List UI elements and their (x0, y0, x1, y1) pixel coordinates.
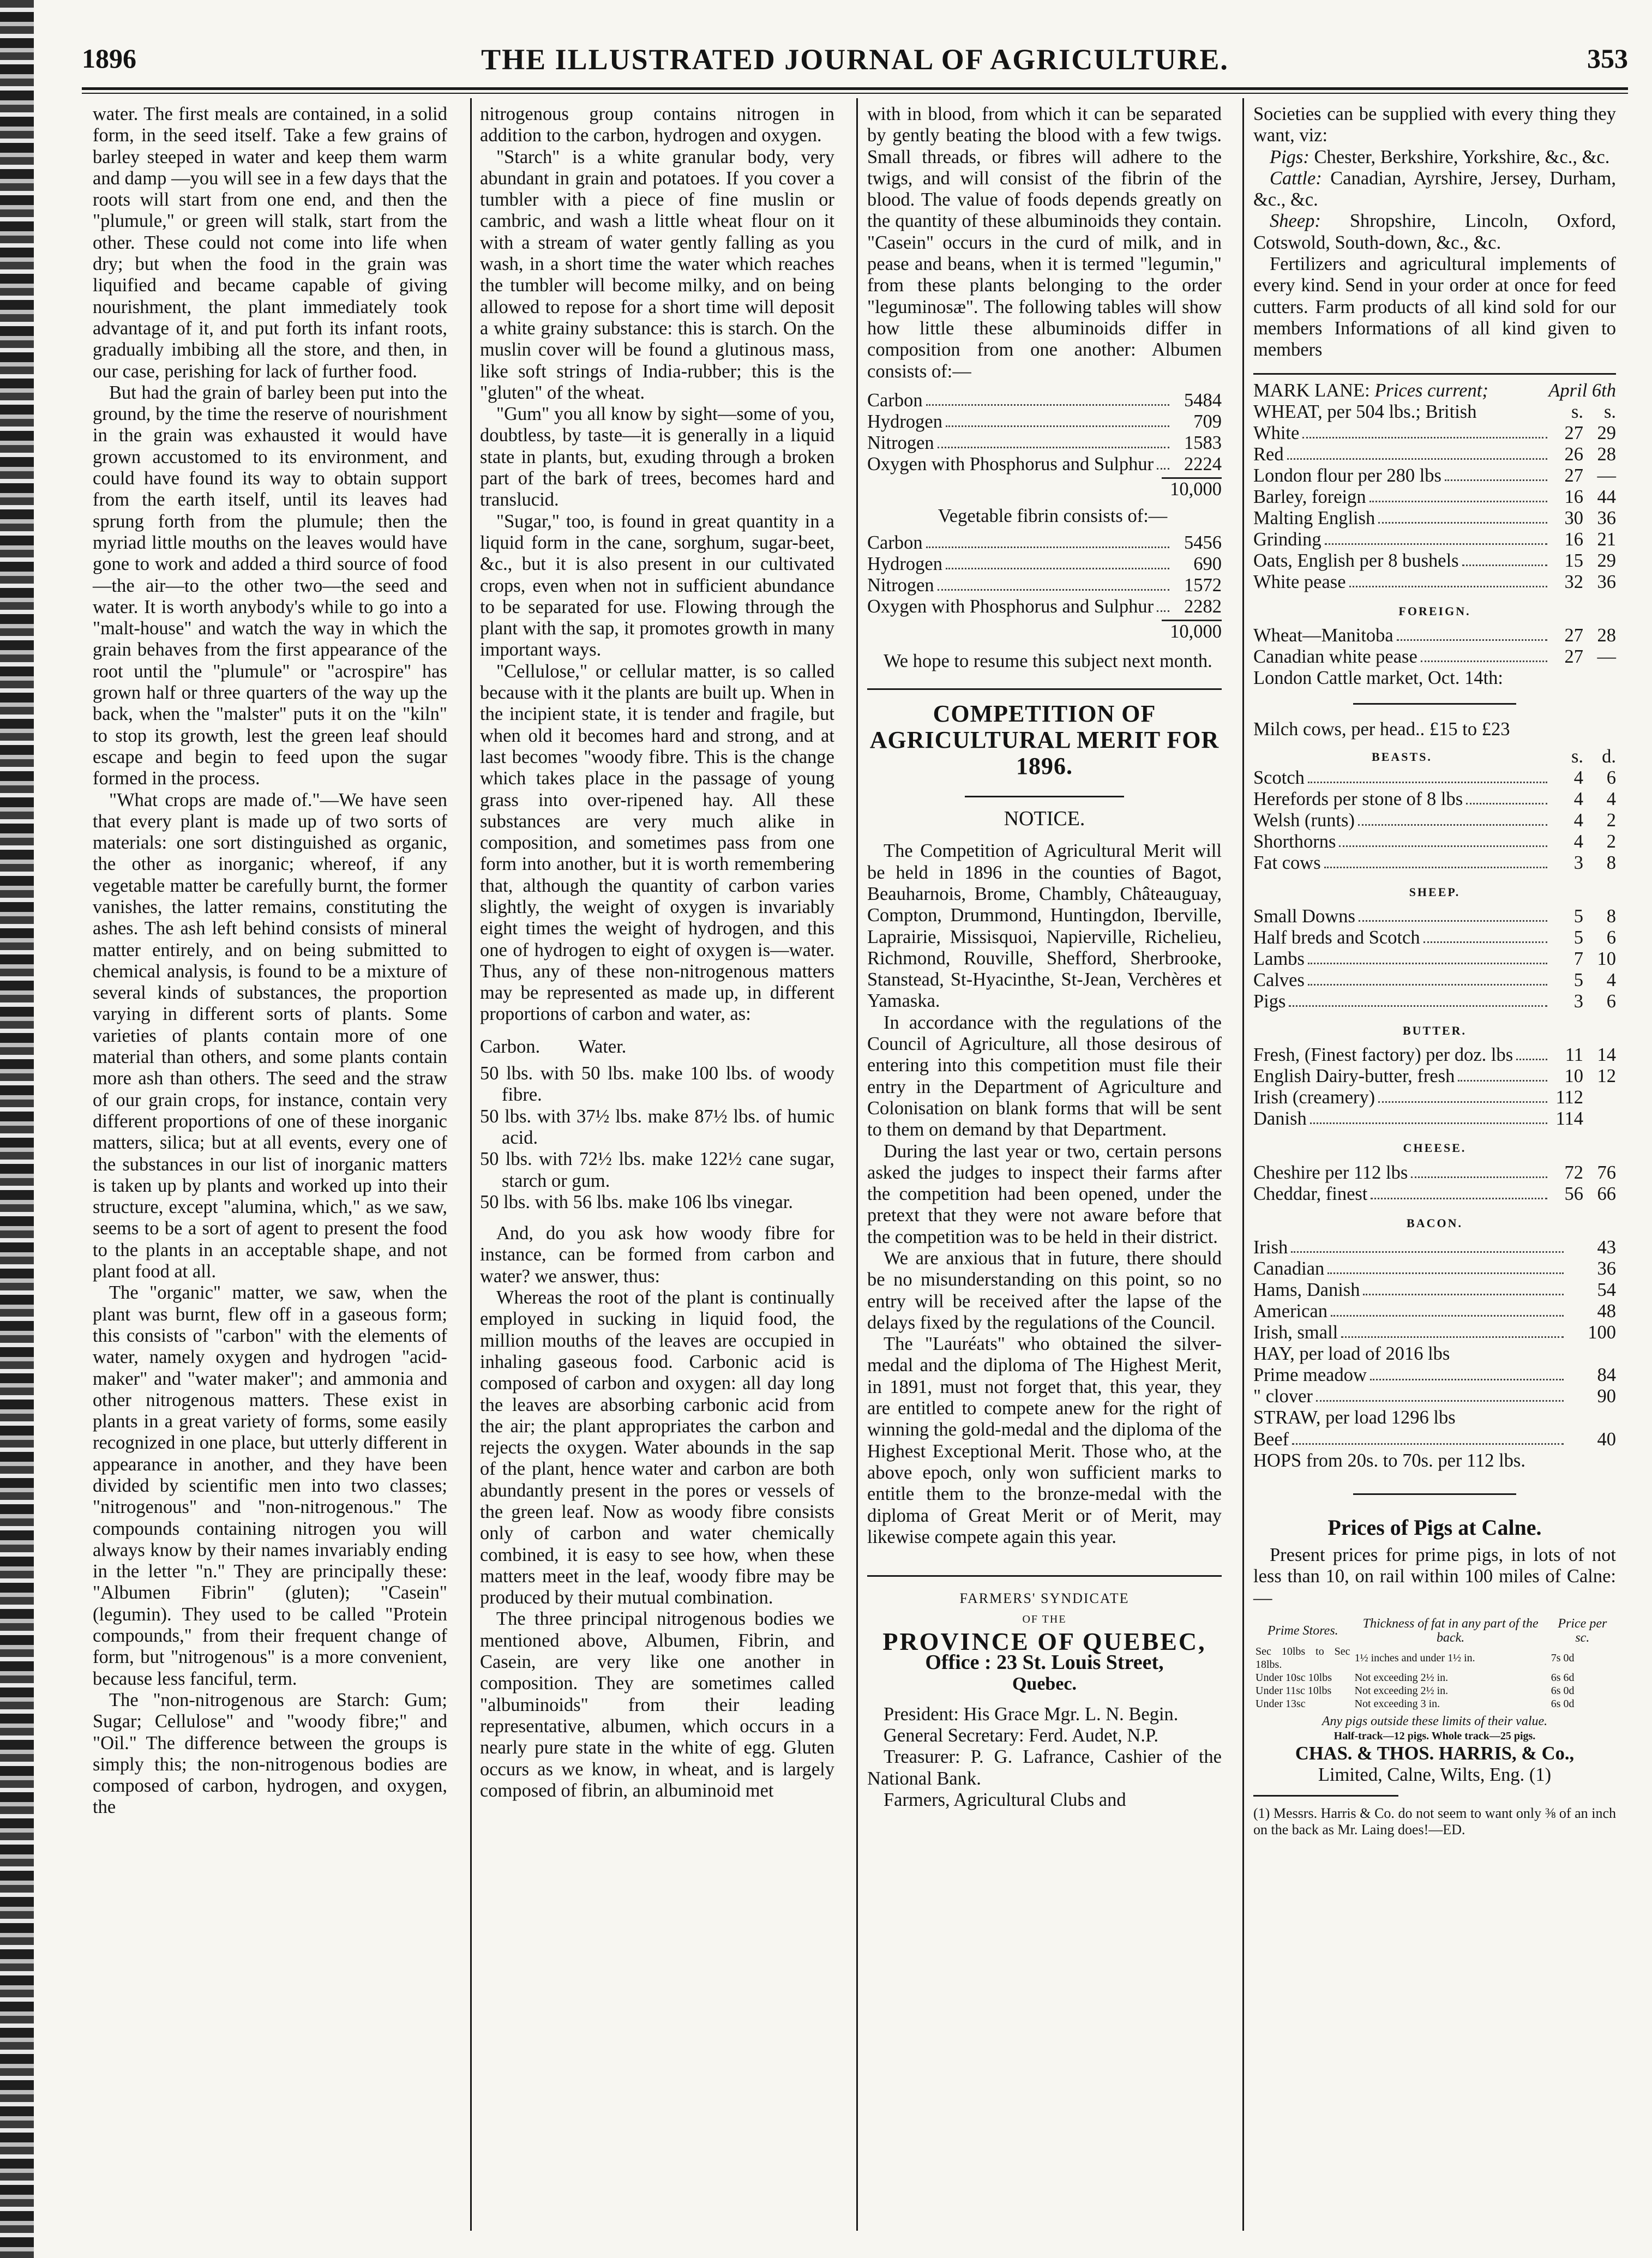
row-value: 36 (1597, 1258, 1616, 1279)
table-row (867, 575, 1222, 596)
composition-row: 50 lbs. with 72½ lbs. make 122½ cane sugar, starch or gum. (480, 1149, 834, 1191)
table-row (1253, 1162, 1616, 1184)
cattle-market-heading: London Cattle market, Oct. 14th: (1253, 668, 1503, 689)
table-row (867, 532, 1222, 554)
row-label: Hydrogen (867, 411, 942, 432)
row-value: 5484 (1184, 389, 1222, 411)
row-label: London flour per 280 lbs (1253, 465, 1441, 486)
table-row (1253, 852, 1616, 874)
butter-table (1253, 1044, 1616, 1130)
table-row (1253, 1322, 1616, 1343)
syndicate-province: PROVINCE OF QUEBEC, (882, 1627, 1206, 1655)
row-value: 16 (1564, 529, 1583, 550)
row-label: English Dairy-butter, fresh (1253, 1066, 1455, 1087)
row-value: 8 (1606, 852, 1616, 873)
row-label: Irish (1253, 1236, 1288, 1258)
row-value: 15 (1564, 550, 1583, 571)
row-label: Oxygen with Phosphorus and Sulphur (867, 453, 1154, 475)
row-label: Nitrogen (867, 432, 934, 453)
paragraph: We are anxious that in future, there should be no misunderstanding on this point, so no entry will be received after the lapse of the delays fixed by the regulations of the Council. (867, 1247, 1222, 1333)
row-value: 16 (1564, 486, 1583, 507)
row-value: — (1597, 465, 1616, 486)
table-row (1253, 1280, 1616, 1301)
row-value: 10 (1564, 1066, 1583, 1087)
carbon-water-header (480, 1036, 834, 1058)
hops-row: HOPS from 20s. to 70s. per 112 lbs. (1253, 1450, 1525, 1471)
pigs-calne-title: Prices of Pigs at Calne. (1327, 1515, 1542, 1540)
row-value: 43 (1597, 1236, 1616, 1258)
row-value: 54 (1597, 1279, 1616, 1300)
row-value: 5 (1573, 906, 1583, 927)
table-row (1253, 550, 1616, 572)
paragraph: The three principal nitrogenous bodies we mentioned above, Albumen, Fibrin, and Casein, are very like one another in composition. They are sometimes called "albuminoids" from their leading representative, albumen, which occurs in a nearly pure state in the white of egg. Gluten occurs as we know, in wheat, and is largely composed of fibrin, an albuminoid met (480, 1608, 834, 1801)
row-label: Wheat—Manitoba (1253, 625, 1393, 646)
table-row (1253, 906, 1616, 927)
table-row (867, 596, 1222, 617)
paragraph: "What crops are made of."—We have seen that every plant is made up of two sorts of materials: one sort distinguished as organic, the other as inorganic; whereof, if any vegetable matter be carefully burnt, the former vanishes, the latter remains, constituting the ashes. The ash left behind consists of mineral matter entirely, and on being submitted to chemical analysis, is found to be a mixture of several kinds of substances, the proportion varying in different sorts of plants. Some varieties of plants contain more of one material than others, and some plants contain more ash than others. The seed and the straw of our grain crops, for instance, contain very different proportions of one of these inorganic matters, silica; but at all events, every one of the substances in our list of inorganic matters is taken up by plants and worked up into their structure, except "alumina, which," as we saw, seems to be a sort of agent to present the food to the plants in an acceptable shape, and not plant food at all. (93, 789, 447, 1282)
notice-heading: NOTICE. (1004, 807, 1085, 831)
fibrin-table-title: Vegetable fibrin consists of:— (938, 506, 1168, 527)
row-label: Welsh (runts) (1253, 809, 1355, 831)
row-value: 28 (1597, 625, 1616, 646)
table-row (867, 433, 1222, 454)
row-value: 2224 (1184, 453, 1222, 475)
table-row (1253, 991, 1616, 1012)
fibrin-table (867, 532, 1222, 617)
table-row (1253, 927, 1616, 948)
short-rule (1353, 1493, 1516, 1495)
table-row (1253, 831, 1616, 852)
row-label: Pigs (1253, 991, 1286, 1012)
row-value: 8 (1606, 906, 1616, 927)
row-label: Oats, English per 8 bushels (1253, 550, 1459, 571)
row-value: 30 (1564, 507, 1583, 529)
table-row (1253, 810, 1616, 831)
table-row (1253, 1066, 1616, 1087)
paragraph: "Sugar," too, is found in great quantity in a liquid form in the cane, sorghum, sugar-beet, &c., but it is also present in our cultivated crops, even when not in sufficient abundance to be separated for use. Flowing through the plant with the sap, it promotes growth in many important ways. (480, 511, 834, 660)
row-value: 3 (1573, 991, 1583, 1012)
row-value: 2282 (1184, 596, 1222, 617)
paragraph: Farmers, Agricultural Clubs and (884, 1789, 1126, 1810)
paragraph: Present prices for prime pigs, in lots of not less than 10, on rail within 100 miles of Calne:— (1253, 1545, 1616, 1608)
bacon-table (1253, 1237, 1616, 1343)
table-row (867, 411, 1222, 433)
table-row (1253, 1429, 1616, 1450)
table-row (1253, 948, 1616, 970)
row-value: 709 (1193, 411, 1222, 432)
row-label: Calves (1253, 970, 1305, 991)
newspaper-page (82, 0, 1628, 2258)
row-value: 10 (1597, 948, 1616, 970)
row-label: Nitrogen (867, 575, 934, 596)
row-value: 4 (1573, 809, 1583, 831)
row-value: 2 (1606, 831, 1616, 852)
livestock-cattle: Cattle: Canadian, Ayrshire, Jersey, Durham, &c., &c. (1253, 167, 1617, 211)
row-label: White pease (1253, 571, 1346, 592)
paragraph: The "non-nitrogenous are Starch: Gum; Sugar; Cellulose" and "woody fibre;" and "Oil." The difference between the groups is simply this; the non-nitrogenous bodies are composed of carbon, hydrogen, and oxygen, the (93, 1689, 447, 1818)
beef-row (1253, 1429, 1616, 1450)
row-label: " clover (1253, 1386, 1313, 1407)
wheat-header: WHEAT, per 504 lbs.; British s. s. (1253, 401, 1616, 422)
header-year: 1896 (82, 43, 136, 74)
row-value: 29 (1597, 422, 1616, 443)
row-value: 4 (1573, 767, 1583, 788)
paragraph: with in blood, from which it can be separated by gently beating the blood with a few twigs. Small threads, or fibres will adhere to the twigs, and will consist of the fibrin of the blood. The value of foods depends greatly on the quantity of these albuminoids they contain. "Casein" occurs in the curd of milk, and in pease and beans, when it is termed "legumin," from these plants belonging to the order "leguminosæ". The following tables will show how little these albuminoids differ in composition from one another: Albumen consists of:— (867, 104, 1222, 382)
row-value: 100 (1588, 1322, 1616, 1343)
paragraph: The Competition of Agricultural Merit will be held in 1896 in the counties of Bagot, Beauharnois, Brome, Chambly, Châteauguay, Compton, Drummond, Huntingdon, Iberville, Laprairie, Missisquoi, Napierville, Richelieu, Richmond, Rouville, Shefford, Sherbrooke, Stanstead, St-Hyacinthe, St-Jean, Verchères et Yamaska. (867, 840, 1222, 1012)
bacon-heading: BACON. (1407, 1216, 1463, 1230)
cheese-heading: CHEESE. (1403, 1141, 1467, 1155)
row-value: 6 (1606, 991, 1616, 1012)
row-label: Beef (1253, 1428, 1289, 1450)
row-value: 26 (1564, 443, 1583, 465)
row-value: 28 (1597, 443, 1616, 465)
row-value: 29 (1597, 550, 1616, 571)
row-value: — (1597, 646, 1616, 668)
column-2 (480, 104, 834, 1801)
row-value: 36 (1597, 571, 1616, 592)
paragraph: And, do you ask how woody fibre for instance, can be formed from carbon and water? we answer, thus: (480, 1223, 834, 1287)
row-label: Irish (creamery) (1253, 1087, 1375, 1108)
table-row (1253, 1087, 1616, 1108)
row-label: Canadian white pease (1253, 646, 1417, 668)
footnote-rule (1253, 1795, 1398, 1797)
paragraph: In accordance with the regulations of the Council of Agriculture, all those desirous of entering into this competition must file their entry in the Department of Agriculture and Colonisation on blank forms that will be sent to them on demand by that Department. (867, 1012, 1222, 1140)
syndicate-treasurer: Treasurer: P. G. Lafrance, Cashier of the National Bank. (867, 1746, 1222, 1789)
row-value: 32 (1564, 571, 1583, 592)
table-row (867, 390, 1222, 411)
row-value: 2 (1606, 809, 1616, 831)
pig-row: Under 10sc 10lbs Not exceeding 2½ in. 6s 6d (1255, 1672, 1575, 1684)
row-value: 27 (1564, 646, 1583, 668)
row-value: 4 (1606, 788, 1616, 809)
row-value: 90 (1597, 1386, 1616, 1407)
syndicate-line: FARMERS' SYNDICATE (959, 1590, 1130, 1607)
row-label: Prime meadow (1253, 1365, 1367, 1386)
hay-heading: HAY, per load of 2016 lbs (1253, 1343, 1450, 1364)
row-value: 690 (1193, 554, 1222, 575)
row-label: Half breds and Scotch (1253, 927, 1420, 948)
harris-address: Limited, Calne, Wilts, Eng. (1) (1318, 1764, 1552, 1786)
pig-row: Sec 10lbs to Sec 18lbs. 1½ inches and under 1½ in. 7s 0d (1255, 1646, 1575, 1671)
table-row (1253, 465, 1616, 487)
foreign-heading: FOREIGN. (1398, 604, 1471, 618)
column-1 (93, 104, 447, 1818)
row-label: Cheshire per 112 lbs (1253, 1162, 1408, 1183)
beasts-header: BEASTS. s. d. (1372, 746, 1616, 767)
section-rule (867, 688, 1222, 690)
section-rule (1253, 373, 1616, 375)
livestock-pigs: Pigs: Chester, Berkshire, Yorkshire, &c., &c. (1270, 146, 1610, 167)
paragraph: Fertilizers and agricultural implements of every kind. Send in your order at once for feed cutters. Farm products of all kind sold for our members Informations of all kind given to members (1253, 254, 1616, 361)
paragraph: But had the grain of barley been put into the ground, by the time the reserve of nourishment in the grain was exhausted it would have grown accustomed to its environment, and could have found its way to obtain support from the earth itself, until its leaves had sprung forth from the plumule; then the myriad little mouths on the leaves would have gone to work and added a third source of food—the air—to the other two—the seed and water. It is worth anybody's while to go into a "malt-house" and watch the way in which the grain behaves from the first appearance of the root until the "plumule" or "acrospire" has grown half or three quarters of the way up the back, when the "malster" puts it on the "kiln" to stop its growth, lest the green leaf should escape and begin to feed upon the sugar formed in the process. (93, 382, 447, 789)
paragraph: We hope to resume this subject next month. (884, 650, 1212, 671)
carbon-heading: Carbon. (480, 1036, 540, 1057)
section-rule (867, 1575, 1222, 1577)
column-divider (1242, 98, 1244, 2231)
row-value: 4 (1606, 970, 1616, 991)
row-label: Red (1253, 443, 1284, 465)
row-value: 66 (1597, 1183, 1616, 1204)
syndicate-secretary: General Secretary: Ferd. Audet, N.P. (884, 1725, 1158, 1746)
column-3 (867, 104, 1222, 1811)
competition-title: COMPETITION OF AGRICULTURAL MERIT FOR 1896. (869, 700, 1220, 780)
row-value: 27 (1564, 422, 1583, 443)
row-value: 27 (1564, 465, 1583, 486)
page-binding-edge (0, 0, 34, 2258)
row-value: 1583 (1184, 432, 1222, 453)
column-divider (856, 98, 858, 2231)
row-value: 5 (1573, 970, 1583, 991)
table-row (1253, 423, 1616, 444)
beasts-table (1253, 767, 1616, 874)
row-value: 76 (1597, 1162, 1616, 1183)
row-label: Hydrogen (867, 554, 942, 575)
pig-row: Under 11sc 10lbs Not exceeding 2½ in. 6s 0d (1255, 1685, 1575, 1697)
table-row (867, 554, 1222, 575)
paragraph: Whereas the root of the plant is continually employed in sucking in liquid food, the million mouths of the leaves are occupied in inhaling gaseous food. Carbonic acid is composed of carbon and oxygen: all day long the leaves are absorbing carbonic acid from the air; the plant appropriates the carbon and rejects the oxygen. Water abounds in the sap of the plant, hence water and carbon are both abundantly present in the pores or vessels of the green leaf. Now as woody fibre consists only of carbon and water chemically combined, it is easy to see how, when these matters meet in the leaf, woody fibre may be produced by their mutual combination. (480, 1287, 834, 1608)
row-value: 6 (1606, 767, 1616, 788)
row-value: 6 (1606, 927, 1616, 948)
row-label: Small Downs (1253, 906, 1355, 927)
short-rule (1353, 703, 1516, 705)
mark-lane-header: MARK LANE: Prices current; April 6th (1253, 380, 1616, 401)
market-table (1253, 423, 1616, 593)
table-row (1253, 767, 1616, 789)
row-label: Shorthorns (1253, 831, 1336, 852)
butter-heading: BUTTER. (1403, 1024, 1467, 1038)
row-label: Danish (1253, 1108, 1307, 1130)
paragraph: nitrogenous group contains nitrogen in addition to the carbon, hydrogen and oxygen. (480, 104, 834, 146)
row-value: 5456 (1184, 532, 1222, 554)
albumen-total: 10,000 (1170, 478, 1222, 500)
row-value: 44 (1597, 486, 1616, 507)
paragraph: "Cellulose," or cellular matter, is so called because with it the plants are built up. When in the incipient state, it is tender and fragile, but when old it becomes hard and strong, and at last becomes "woody fibre. This is the change which takes place in the passage of young grass into over-ripened hay. All these substances are very much alike in composition, and sometimes pass from one form into another, but it is worth remembering that, although the quantity of carbon varies slightly, the weight of oxygen is invariably eight times the weight of hydrogen, and this one of hydrogen to eight of oxygen is—water. Thus, any of these non-nitrogenous matters may be represented as made up, in different proportions of carbon and water, as: (480, 660, 834, 1025)
albumen-table (867, 390, 1222, 475)
row-value: 12 (1597, 1066, 1616, 1087)
table-row (1253, 529, 1616, 550)
syndicate-office: Office : 23 St. Louis Street, (925, 1651, 1164, 1674)
foreign-table (1253, 625, 1616, 668)
sheep-heading: SHEEP. (1409, 885, 1461, 899)
table-row (1253, 1365, 1616, 1386)
paragraph: The "Lauréats" who obtained the silver-medal and the diploma of The Highest Merit, in 1891, must not forget that, this year, they are entitled to compete anew for the right of winning the gold-medal and the diploma of the Highest Exceptional Merit. Those who, at the above epoch, only won sufficient marks to entitle them to the bronze-medal with the diploma of Great Merit or of Merit, may likewise compete again this year. (867, 1334, 1222, 1547)
table-row (1253, 625, 1616, 646)
table-row (1253, 646, 1616, 668)
fibrin-total: 10,000 (1170, 621, 1222, 642)
table-row (1253, 789, 1616, 810)
pig-note: Any pigs outside these limits of their value. (1321, 1714, 1548, 1729)
milch-cows: Milch cows, per head.. £15 to £23 (1253, 719, 1510, 740)
row-label: Barley, foreign (1253, 486, 1366, 507)
row-value: 48 (1597, 1300, 1616, 1322)
row-value: 27 (1564, 625, 1583, 646)
paragraph: During the last year or two, certain persons asked the judges to inspect their farms after the competition had been opened, under the pretext that they were not aware before that the competition was to be held in their district. (867, 1140, 1222, 1247)
row-label: Canadian (1253, 1258, 1325, 1279)
row-value (1583, 1108, 1616, 1130)
row-value: 112 (1555, 1087, 1583, 1108)
header-rule-thin (82, 93, 1628, 94)
row-value: 36 (1597, 507, 1616, 529)
syndicate-president: President: His Grace Mgr. L. N. Begin. (884, 1703, 1179, 1725)
header-title: THE ILLUSTRATED JOURNAL OF AGRICULTURE. (481, 43, 1229, 76)
table-row (1253, 1044, 1616, 1066)
row-value: 84 (1597, 1365, 1616, 1386)
row-label: Cheddar, finest (1253, 1183, 1368, 1204)
table-row (1253, 487, 1616, 508)
livestock-sheep: Sheep: Shropshire, Lincoln, Oxford, Cotswold, South-down, &c., &c. (1253, 211, 1616, 253)
row-value (1583, 1087, 1616, 1108)
table-row (1253, 970, 1616, 991)
page-header (82, 43, 1628, 82)
composition-row: 50 lbs. with 56 lbs. make 106 lbs vinegar. (480, 1191, 794, 1212)
row-label: Fat cows (1253, 852, 1321, 873)
column-4 (1253, 104, 1616, 1838)
row-label: Carbon (867, 532, 923, 554)
row-label: Oxygen with Phosphorus and Sulphur (867, 596, 1154, 617)
harris-name: CHAS. & THOS. HARRIS, & Co., (1295, 1743, 1575, 1764)
row-value: 40 (1597, 1428, 1616, 1450)
table-row (1253, 572, 1616, 593)
paragraph: water. The first meals are contained, in a solid form, in the seed itself. Take a few grains of barley steeped in water and keep them warm and damp —you will see in a few days that the roots will start from one end, and then the "plumule," or green will stalk, start from the other. These could not come into life when dry; but when the food in the grain was liquified and became capable of giving nourishment, the plant immediately took advantage of it, and put forth its infant roots, gradually imbibing all the store, and then, in our case, perishing for lack of further food. (93, 104, 447, 382)
pig-row: Under 13sc Not exceeding 3 in. 6s 0d (1255, 1698, 1575, 1710)
track-note: Half-track—12 pigs. Whole track—25 pigs. (1333, 1730, 1536, 1743)
row-label: Lambs (1253, 948, 1305, 970)
row-label: Scotch (1253, 767, 1305, 788)
table-row (1253, 1301, 1616, 1322)
row-value: 4 (1573, 831, 1583, 852)
row-value: 21 (1597, 529, 1616, 550)
row-value: 3 (1573, 852, 1583, 873)
table-row (1253, 1108, 1616, 1130)
row-label: Irish, small (1253, 1322, 1338, 1343)
row-value: 14 (1597, 1044, 1616, 1066)
row-value: 114 (1555, 1108, 1583, 1130)
composition-row: 50 lbs. with 37½ lbs. make 87½ lbs. of humic acid. (480, 1106, 834, 1148)
row-label: Malting English (1253, 507, 1375, 529)
paragraph: The "organic" matter, we saw, when the plant was burnt, flew off in a gaseous form; this consists of "carbon" with the elements of water, namely oxygen and hydrogen "acid-maker" and "water maker"; and ammonia and other nitrogenous matters. These exist in plants in a great variety of forms, some easily recognized in one place, but utterly different in appearance in another, and they have been divided by scientific men into two classes; "nitrogenous" and "non-nitrogenous." The compounds containing nitrogen you will always know by their names invariably ending in the letter "n." They are principally these: "Albumen Fibrin" (gluten); "Casein" (legumin). They used to be called "Protein compounds," from their frequent change of form, but "nitrogenous" is a more convenient, because less fanciful, term. (93, 1282, 447, 1689)
row-value: 56 (1564, 1183, 1583, 1204)
cheese-table (1253, 1162, 1616, 1205)
row-value: 7 (1573, 948, 1583, 970)
table-row (1253, 444, 1616, 465)
row-value: 72 (1564, 1162, 1583, 1183)
row-label: Fresh, (Finest factory) per doz. lbs (1253, 1044, 1513, 1066)
table-row (1253, 1386, 1616, 1407)
water-heading: Water. (578, 1036, 627, 1057)
row-label: Grinding (1253, 529, 1321, 550)
row-label: Herefords per stone of 8 lbs (1253, 788, 1463, 809)
syndicate-line: OF THE (1022, 1613, 1067, 1626)
row-label: White (1253, 422, 1300, 443)
row-value: 5 (1573, 927, 1583, 948)
sheep-table (1253, 906, 1616, 1012)
row-value: 1572 (1184, 575, 1222, 596)
pig-prices-table: Prime Stores. Thickness of fat in any part of the back. Price per sc. Sec 10lbs to Sec 18lbs. 1½ inches and under 1½ in. 7s 0d Under 10sc 10lbs Not exceeding 2½ in. 6s 6d Under 11sc 10lbs Not exceeding 2½ in. 6s 0d Under 13sc Not exceeding 3 in. 6s 0d (1253, 1617, 1616, 1710)
table-row (1253, 508, 1616, 529)
header-rule (82, 87, 1628, 90)
row-label: American (1253, 1300, 1328, 1322)
row-value: 11 (1565, 1044, 1583, 1066)
footnote: (1) Messrs. Harris & Co. do not seem to want only ⅜ of an inch on the back as Mr. Laing does!—ED. (1253, 1805, 1616, 1837)
hay-table (1253, 1365, 1616, 1407)
table-row (1253, 1237, 1616, 1258)
column-divider (470, 98, 472, 2231)
table-row (1253, 1258, 1616, 1280)
row-label: Carbon (867, 389, 923, 411)
paragraph: "Starch" is a white granular body, very abundant in grain and potatoes. If you cover a tumbler with a piece of fine muslin or cambric, and wash a little wheat flour on it with a stream of water gently falling as you wash, in a short time the water which reaches the tumbler will become milky, and on being allowed to repose for a short time will deposit a white grainy substance: this is starch. On the muslin cover will be found a glutinous mass, like soft strings of India-rubber; this is the "gluten" of the wheat. (480, 146, 834, 403)
table-row (867, 454, 1222, 475)
paragraph: Societies can be supplied with every thing they want, viz: (1253, 104, 1616, 146)
row-label: Hams, Danish (1253, 1279, 1360, 1300)
short-rule (965, 796, 1125, 797)
composition-row: 50 lbs. with 50 lbs. make 100 lbs. of woody fibre. (480, 1063, 834, 1106)
header-page-number: 353 (1587, 43, 1628, 74)
paragraph: "Gum" you all know by sight—some of you, doubtless, by taste—it is generally in a liquid state in plants, but, exuding through a broken part of the bark of trees, becomes hard and translucid. (480, 404, 834, 511)
straw-heading: STRAW, per load 1296 lbs (1253, 1407, 1456, 1428)
syndicate-city: Quebec. (1012, 1674, 1077, 1695)
table-row (1253, 1184, 1616, 1205)
row-value: 4 (1573, 788, 1583, 809)
